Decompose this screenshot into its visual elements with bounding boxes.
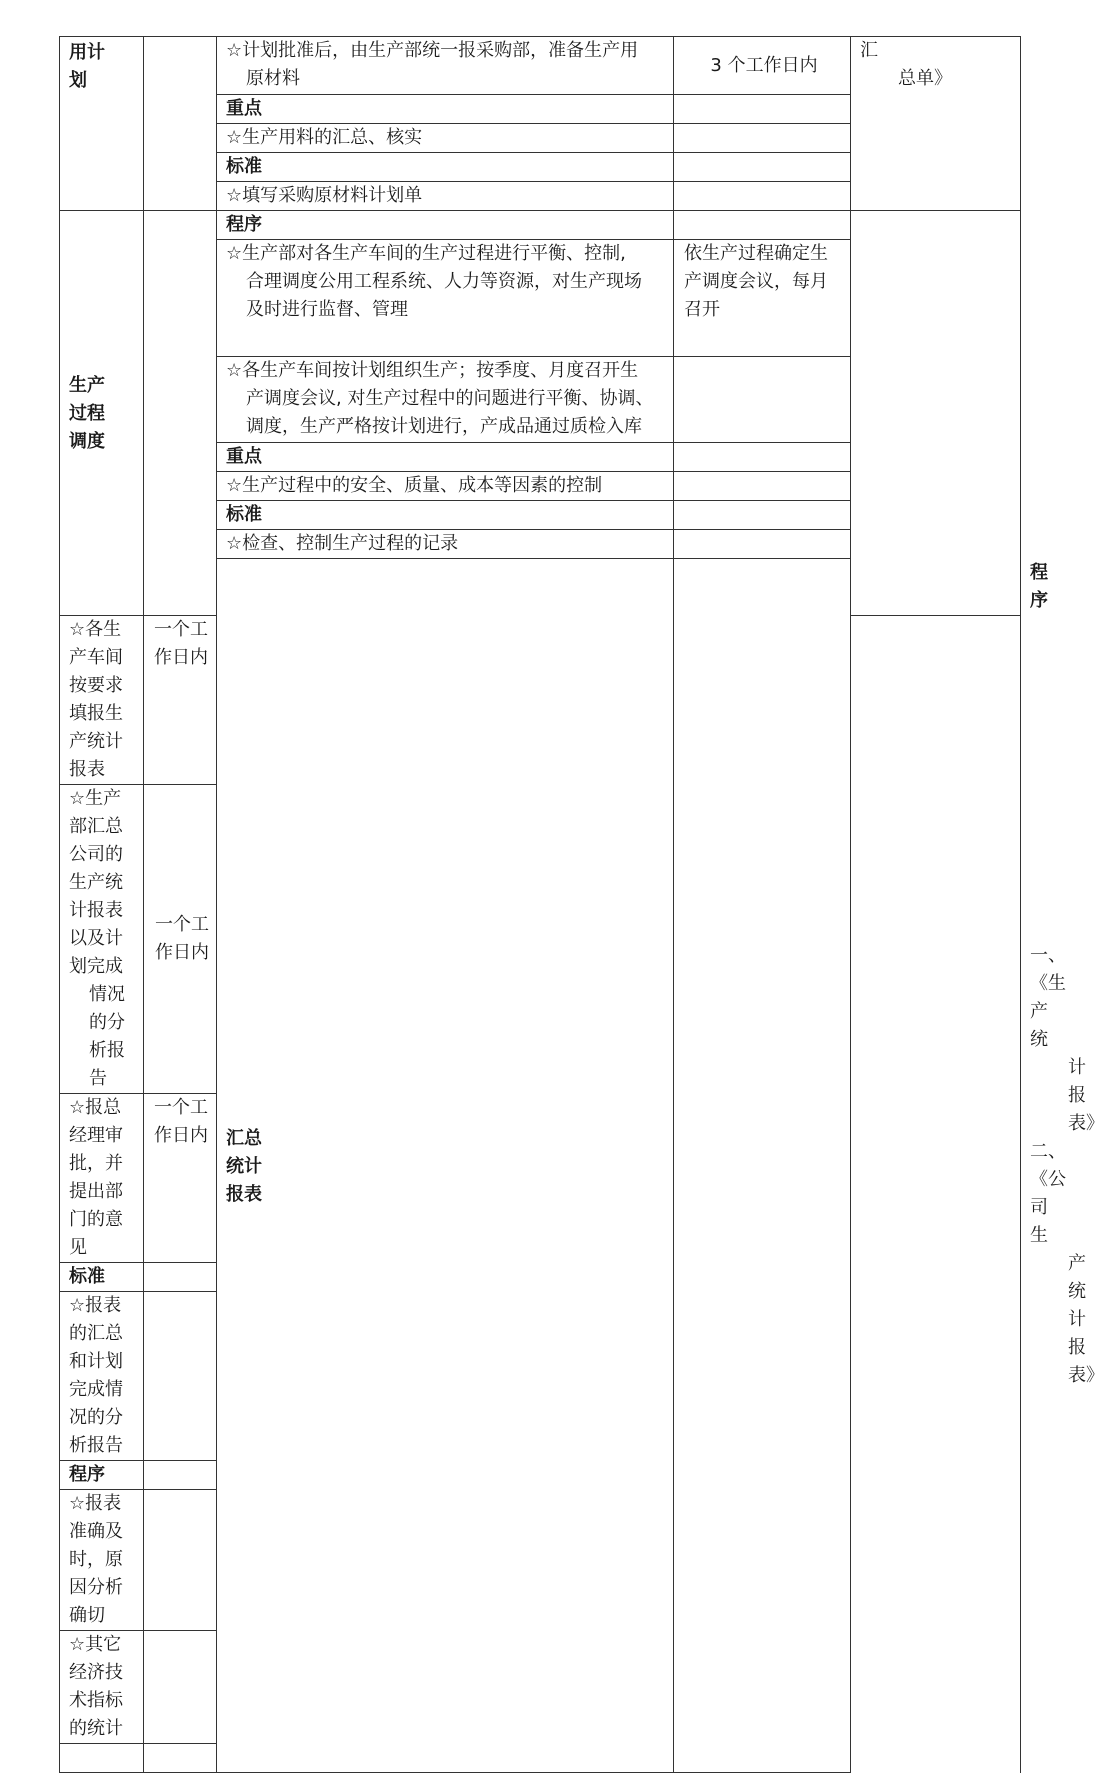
section-header-standard: 标准 [60, 1263, 144, 1292]
empty-cell [144, 1292, 217, 1461]
category-production-scheduling: 生产 过程 调度 [60, 211, 144, 616]
time-limit: 依生产过程确定生 产调度会议，每月 召开 [674, 240, 851, 357]
empty-cell [674, 472, 851, 501]
empty-cell [144, 1744, 217, 1773]
list-item: ☆报表准确及时，原因分析确切 [60, 1490, 144, 1631]
standard-item: ☆报表的汇总和计划完成情况的分析报告 [60, 1292, 144, 1461]
time-limit: 3 个工作日内 [674, 37, 851, 95]
document-cell: 汇 总单》 [851, 37, 1021, 211]
category-material-plan: 用计 划 [60, 37, 144, 211]
empty-cell [674, 95, 851, 124]
empty-cell [144, 1490, 217, 1631]
standard-item: ☆填写采购原材料计划单 [217, 182, 674, 211]
empty-cell [144, 211, 217, 616]
empty-cell [674, 530, 851, 559]
empty-cell [674, 501, 851, 530]
document-cell [851, 211, 1021, 616]
time-limit: 一个工作日内 [144, 616, 217, 785]
step-text: ☆报总经理审批，并提出部门的意见 [60, 1094, 144, 1263]
step-text: ☆生产部汇总公司的生产统计报表以及计划完成 情况的分析报告 [60, 785, 144, 1094]
section-header-standard: 标准 [217, 153, 674, 182]
key-item: ☆生产用料的汇总、核实 [217, 124, 674, 153]
section-header-key: 重点 [217, 443, 674, 472]
empty-cell [674, 443, 851, 472]
step-text: ☆生产部对各生产车间的生产过程进行平衡、控制, 合理调度公用工程系统、人力等资源，对生产现场 及时进行监督、管理 [217, 240, 674, 357]
empty-cell [674, 124, 851, 153]
empty-cell [674, 182, 851, 211]
empty-cell [144, 1263, 217, 1292]
category-summary-reports: 汇总 统计 报表 [217, 559, 674, 1773]
empty-cell [674, 357, 851, 443]
section-header-procedure: 程序 [217, 211, 674, 240]
time-limit: 一个工作日内 [144, 1094, 217, 1263]
empty-cell [674, 211, 851, 240]
procedure-table [59, 36, 1104, 1773]
table-row [60, 211, 1021, 240]
time-limit: 一个工作日内 [144, 785, 217, 1094]
empty-cell [60, 1744, 144, 1773]
table-row: 汇总 统计 报表 程序 一、《生产统 计报表》 二、《公司生 产统计报 表》 [60, 559, 1021, 616]
empty-cell [674, 559, 851, 1773]
empty-cell [144, 1461, 217, 1490]
table-row [60, 37, 1021, 95]
empty-cell [144, 1631, 217, 1744]
section-header-standard: 标准 [217, 501, 674, 530]
step-text: ☆计划批准后，由生产部统一报采购部，准备生产用 原材料 [217, 37, 674, 95]
step-text: ☆各生产车间按要求填报生产统计报表 [60, 616, 144, 785]
step-text: ☆各生产车间按计划组织生产；按季度、月度召开生 产调度会议, 对生产过程中的问题进行平衡、协调、 调度，生产严格按计划进行，产成品通过质检入库 [217, 357, 674, 443]
empty-cell [144, 37, 217, 211]
key-item: ☆生产过程中的安全、质量、成本等因素的控制 [217, 472, 674, 501]
standard-item: ☆检查、控制生产过程的记录 [217, 530, 674, 559]
section-header-key: 重点 [217, 95, 674, 124]
section-header-procedure: 程序 [60, 1461, 144, 1490]
empty-cell [674, 153, 851, 182]
list-item: ☆其它经济技术指标的统计 [60, 1631, 144, 1744]
